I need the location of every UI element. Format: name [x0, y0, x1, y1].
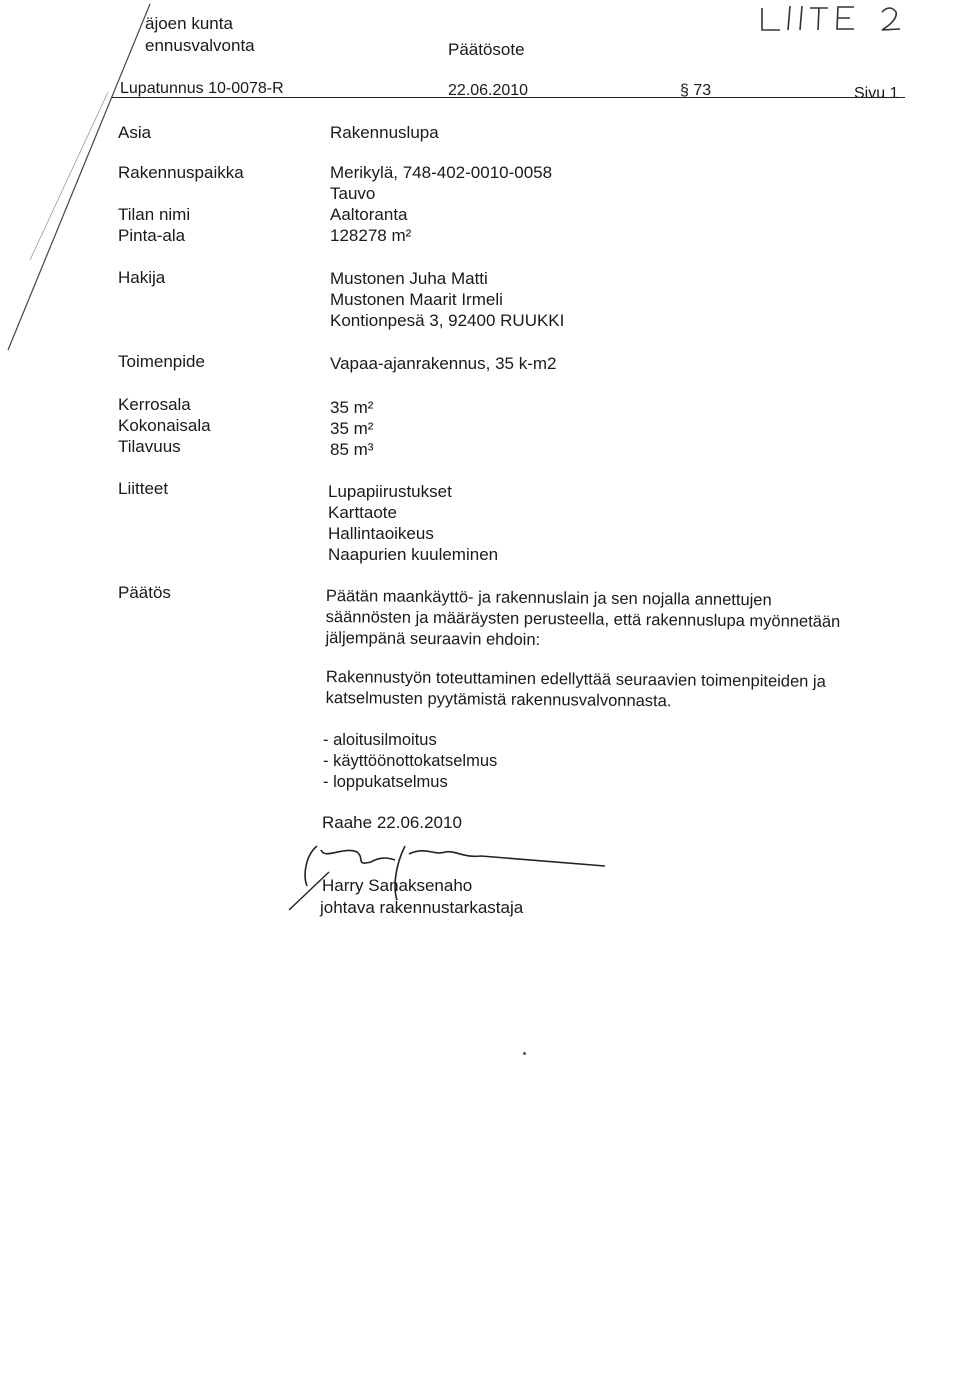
header-rule — [112, 97, 905, 98]
applicant-block — [330, 268, 564, 331]
handwritten-mark — [758, 2, 918, 38]
inspection-item: - loppukatselmus — [323, 773, 448, 791]
document-type: Päätösote — [448, 40, 525, 59]
signatory-name: Harry Sanaksenaho — [322, 876, 473, 895]
value-kokonaisala: 35 m² — [330, 419, 374, 438]
permit-id: Lupatunnus 10-0078-R — [120, 80, 284, 97]
value-tilavuus: 85 m³ — [330, 440, 374, 459]
value-pinta-ala: 128278 m² — [330, 226, 412, 245]
value-tila-extra: Tauvo — [330, 184, 376, 203]
applicant-line: Mustonen Maarit Irmeli — [330, 290, 503, 309]
label-kokonaisala: Kokonaisala — [118, 416, 211, 435]
label-hakija: Hakija — [118, 268, 166, 287]
value-rakennuspaikka: Merikylä, 748-402-0010-0058 — [330, 163, 553, 182]
attachment-item: Karttaote — [328, 503, 397, 522]
label-tilan-nimi: Tilan nimi — [118, 205, 191, 224]
label-kerrosala: Kerrosala — [118, 395, 191, 414]
inspections-list — [323, 730, 497, 793]
label-paatos: Päätös — [118, 583, 171, 602]
decision-date: 22.06.2010 — [448, 82, 529, 99]
org-name-line2: ennusvalvonta — [145, 36, 255, 55]
label-rakennuspaikka: Rakennuspaikka — [118, 163, 244, 182]
attachment-item: Hallintaoikeus — [328, 524, 434, 543]
label-tilavuus: Tilavuus — [118, 437, 181, 456]
inspection-item: - käyttöönottokatselmus — [323, 752, 498, 770]
page-number: Sivu 1 — [854, 85, 899, 102]
inspection-item: - aloitusilmoitus — [323, 731, 437, 749]
scan-speck — [523, 1052, 526, 1055]
value-tilan-nimi: Aaltoranta — [330, 205, 408, 224]
value-toimenpide: Vapaa-ajanrakennus, 35 k-m2 — [330, 354, 557, 373]
value-asia: Rakennuslupa — [330, 123, 439, 142]
label-liitteet: Liitteet — [118, 479, 169, 498]
signature-place-date: Raahe 22.06.2010 — [322, 813, 462, 832]
org-name-line1: äjoen kunta — [145, 14, 233, 33]
conditions-paragraph: Rakennustyön toteuttaminen edellyttää seuraavien toimenpiteiden ja katselmusten pyytämistä rakennusvalvonnasta. — [325, 667, 826, 711]
label-toimenpide: Toimenpide — [118, 352, 205, 371]
attachments-list — [328, 481, 498, 565]
attachment-item: Lupapiirustukset — [328, 482, 452, 501]
decision-paragraph: Päätän maankäyttö- ja rakennuslain ja sen nojalla annettujen säännösten ja määräysten perusteella, että rakennuslupa myönnetään jäljempänä seuraavin ehdoin: — [325, 586, 841, 650]
attachment-item: Naapurien kuuleminen — [328, 545, 499, 564]
label-asia: Asia — [118, 123, 152, 142]
value-kerrosala: 35 m² — [330, 398, 374, 417]
signatory-title: johtava rakennustarkastaja — [320, 898, 524, 917]
applicant-line: Mustonen Juha Matti — [330, 269, 488, 288]
section-number: § 73 — [680, 82, 712, 99]
applicant-address: Kontionpesä 3, 92400 RUUKKI — [330, 311, 565, 330]
label-pinta-ala: Pinta-ala — [118, 226, 186, 245]
